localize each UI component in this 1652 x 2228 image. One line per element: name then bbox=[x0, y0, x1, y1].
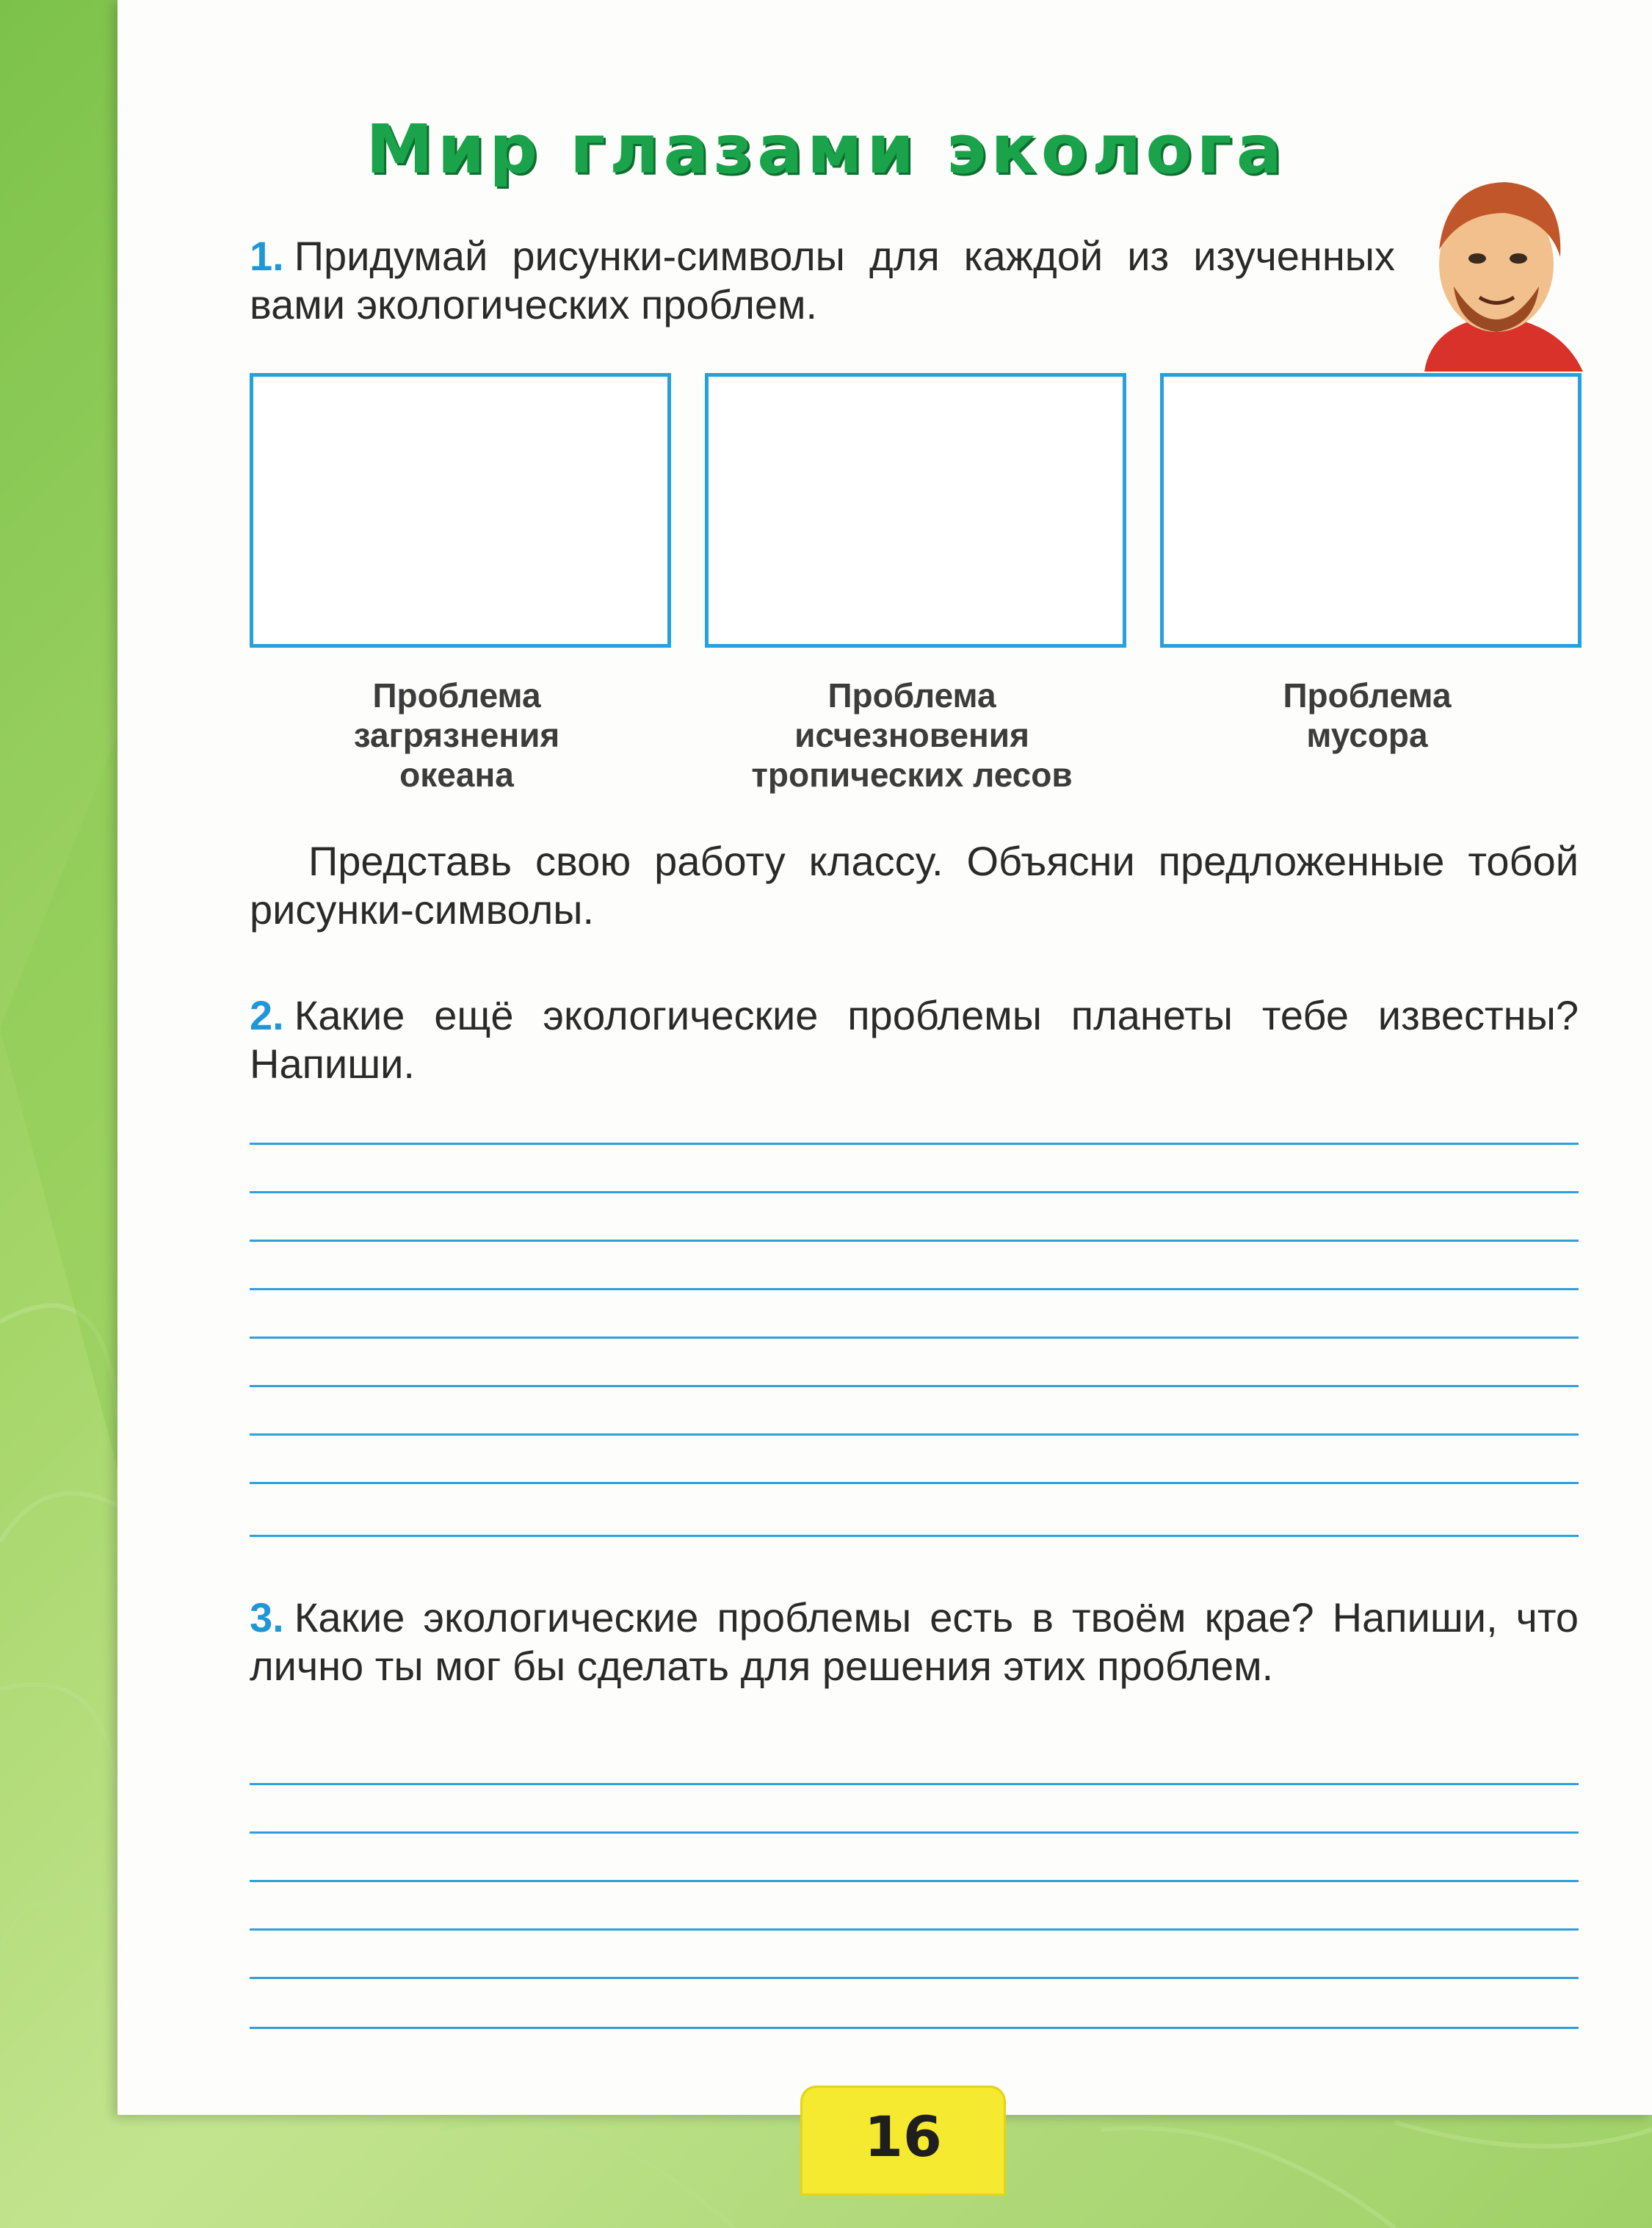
task-3-text: Какие экологические проблемы есть в твоём крае? Напиши, что лично ты мог бы сделать для решения этих проблем. bbox=[250, 1594, 1579, 1689]
answer-line[interactable] bbox=[250, 1433, 1579, 1436]
present-instruction: Представь свою работу классу. Объясни предложенные тобой рисунки-символы. bbox=[250, 838, 1579, 933]
task-1 bbox=[250, 232, 1395, 329]
page-title: Мир глазами эколога bbox=[366, 110, 1286, 189]
task-3-number: 3. bbox=[250, 1594, 284, 1641]
answer-line[interactable] bbox=[250, 1143, 1579, 1145]
drawing-box-ocean-pollution[interactable] bbox=[250, 373, 671, 648]
caption-line: тропических лесов bbox=[751, 756, 1073, 794]
task-1-text: Придумай рисунки-символы для каждой из изученных вами экологических проблем. bbox=[250, 233, 1395, 328]
answer-line[interactable] bbox=[250, 1288, 1579, 1290]
answer-line[interactable] bbox=[250, 1191, 1579, 1193]
task-2-text: Какие ещё экологические проблемы планеты тебе известны? Напиши. bbox=[250, 992, 1579, 1087]
answer-line[interactable] bbox=[250, 1240, 1579, 1242]
caption-line: океана bbox=[399, 756, 514, 794]
drawing-box-garbage[interactable] bbox=[1160, 373, 1582, 648]
answer-line[interactable] bbox=[250, 1535, 1579, 1537]
answer-line[interactable] bbox=[250, 2027, 1579, 2029]
answer-line[interactable] bbox=[250, 1977, 1579, 1979]
page-number: 16 bbox=[800, 2086, 1006, 2196]
caption-line: исчезновения bbox=[794, 716, 1029, 754]
answer-line[interactable] bbox=[250, 1880, 1579, 1882]
answer-line[interactable] bbox=[250, 1337, 1579, 1339]
caption-line: загрязнения bbox=[353, 716, 560, 754]
answer-line[interactable] bbox=[250, 1482, 1579, 1484]
caption-tropical-forests bbox=[684, 676, 1140, 795]
caption-ocean-pollution bbox=[229, 676, 684, 795]
task-2-number: 2. bbox=[250, 992, 284, 1038]
drawing-box-tropical-forests[interactable] bbox=[705, 373, 1126, 648]
caption-line: мусора bbox=[1306, 716, 1428, 754]
caption-line: Проблема bbox=[372, 676, 541, 715]
ecologist-mascot-icon bbox=[1410, 169, 1583, 372]
caption-line: Проблема bbox=[827, 676, 996, 715]
task-1-number: 1. bbox=[250, 233, 284, 279]
answer-line[interactable] bbox=[250, 1783, 1579, 1785]
answer-line[interactable] bbox=[250, 1831, 1579, 1834]
caption-line: Проблема bbox=[1283, 676, 1452, 715]
task-2 bbox=[250, 991, 1579, 1088]
task-3 bbox=[250, 1594, 1579, 1690]
answer-line[interactable] bbox=[250, 1928, 1579, 1931]
caption-garbage bbox=[1140, 676, 1595, 755]
answer-line[interactable] bbox=[250, 1385, 1579, 1387]
